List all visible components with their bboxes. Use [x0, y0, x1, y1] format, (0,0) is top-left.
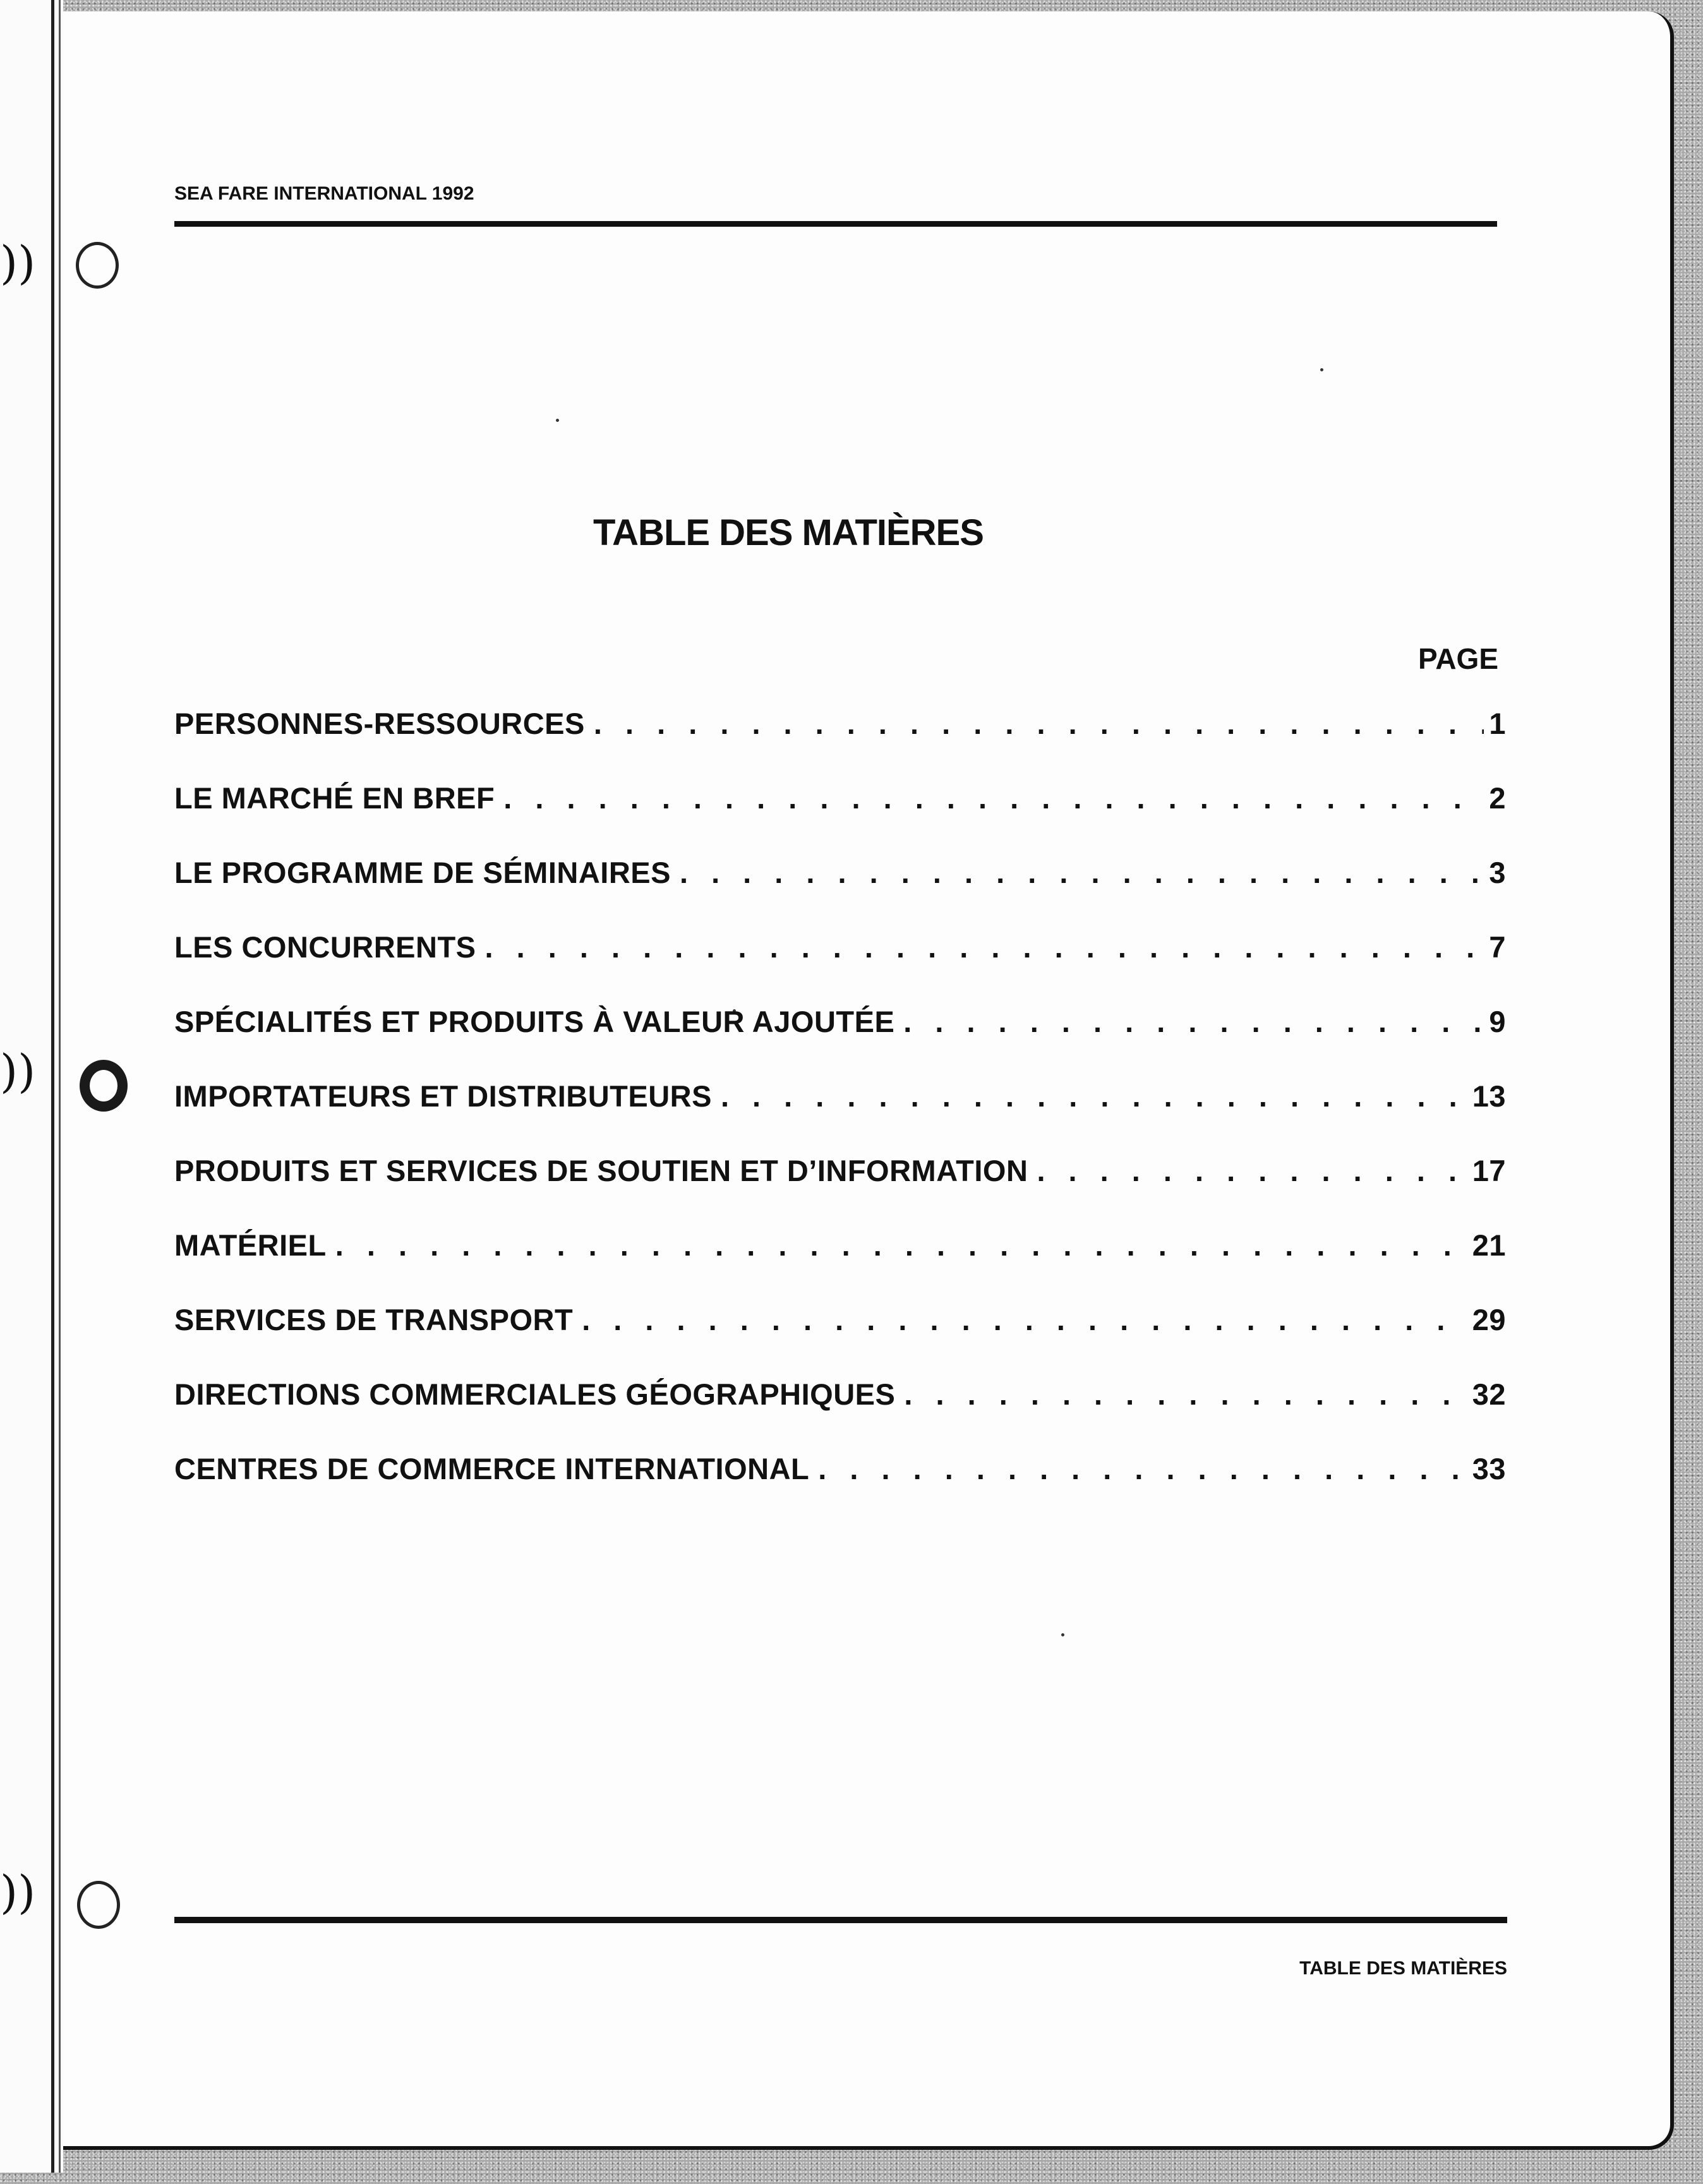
scan-speck — [1320, 368, 1323, 371]
table-of-contents — [174, 706, 1506, 1526]
binding-strip — [0, 0, 63, 2173]
binder-ring-mark-top: )) — [0, 236, 36, 289]
toc-entry — [174, 930, 1506, 1004]
dot-leader — [1037, 1153, 1467, 1188]
toc-entry-label: PERSONNES-RESSOURCES — [174, 707, 585, 740]
toc-entry — [174, 1377, 1506, 1451]
toc-entry-label: PRODUITS ET SERVICES DE SOUTIEN ET D’INFORMATION — [174, 1154, 1028, 1187]
toc-entry-label: DIRECTIONS COMMERCIALES GÉOGRAPHIQUES — [174, 1377, 896, 1411]
dot-leader — [818, 1451, 1467, 1486]
toc-entry-page: 13 — [1472, 1079, 1506, 1113]
toc-entry — [174, 1228, 1506, 1302]
toc-entry-page: 1 — [1489, 707, 1506, 740]
dot-leader — [594, 706, 1484, 741]
toc-entry-label: SPÉCIALITÉS ET PRODUITS À VALEUR AJOUTÉE — [174, 1005, 895, 1038]
toc-entry — [174, 706, 1506, 781]
toc-entry-label: CENTRES DE COMMERCE INTERNATIONAL — [174, 1452, 810, 1485]
header-rule — [174, 221, 1497, 227]
toc-entry — [174, 1451, 1506, 1526]
dot-leader — [503, 781, 1484, 815]
toc-entry-label: LE PROGRAMME DE SÉMINAIRES — [174, 856, 671, 889]
dot-leader — [582, 1302, 1467, 1337]
dot-leader — [335, 1228, 1467, 1263]
footer-rule — [174, 1917, 1507, 1923]
toc-entry-page: 3 — [1489, 856, 1506, 889]
dot-leader — [680, 855, 1484, 890]
toc-entry — [174, 1153, 1506, 1228]
toc-entry-label: LES CONCURRENTS — [174, 930, 476, 964]
toc-entry — [174, 1004, 1506, 1079]
scan-speck — [1061, 1633, 1064, 1636]
page-column-label: PAGE — [1418, 642, 1498, 675]
toc-entry-page: 29 — [1472, 1303, 1506, 1336]
binder-ring-mark-middle: )) — [0, 1045, 36, 1098]
punch-hole-top — [76, 242, 119, 289]
dot-leader — [721, 1079, 1467, 1113]
toc-entry-page: 7 — [1489, 930, 1506, 964]
toc-entry-page: 2 — [1489, 781, 1506, 815]
running-footer: TABLE DES MATIÈRES — [1299, 1958, 1507, 1979]
binder-ring-mark-bottom: )) — [0, 1866, 36, 1919]
punch-hole-middle — [80, 1060, 128, 1112]
toc-entry-page: 21 — [1472, 1228, 1506, 1262]
toc-entry — [174, 1079, 1506, 1153]
toc-entry-page: 9 — [1489, 1005, 1506, 1038]
toc-entry — [174, 781, 1506, 855]
dot-leader — [903, 1004, 1484, 1039]
toc-entry-label: LE MARCHÉ EN BREF — [174, 781, 495, 815]
toc-entry-label: MATÉRIEL — [174, 1228, 327, 1262]
toc-entry-label: SERVICES DE TRANSPORT — [174, 1303, 574, 1336]
dot-leader — [904, 1377, 1467, 1412]
toc-entry — [174, 1302, 1506, 1377]
toc-entry — [174, 855, 1506, 930]
page-edge-line-inner — [59, 0, 61, 2173]
toc-entry-page: 17 — [1472, 1154, 1506, 1187]
scan-speck — [556, 419, 559, 422]
running-header: SEA FARE INTERNATIONAL 1992 — [174, 183, 474, 204]
toc-entry-page: 33 — [1472, 1452, 1506, 1485]
punch-hole-bottom — [77, 1881, 120, 1929]
page-title: TABLE DES MATIÈRES — [593, 512, 984, 553]
toc-entry-label: IMPORTATEURS ET DISTRIBUTEURS — [174, 1079, 712, 1113]
page-edge-line — [51, 0, 54, 2173]
dot-leader — [485, 930, 1484, 964]
toc-entry-page: 32 — [1472, 1377, 1506, 1411]
